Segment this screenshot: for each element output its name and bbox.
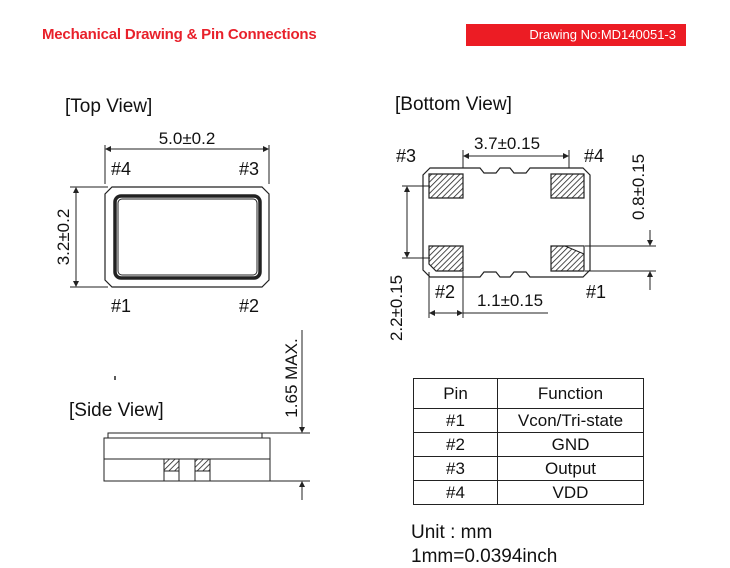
table-cell-pin: #2 — [414, 433, 498, 457]
bottom-view-label: [Bottom View] — [395, 94, 512, 115]
pad-width-dim: 1.1±0.15 — [476, 291, 544, 310]
bottom-pin2-label: #2 — [435, 282, 456, 302]
table-row — [414, 481, 644, 505]
page-title: Mechanical Drawing & Pin Connections — [42, 26, 317, 43]
top-view-label: [Top View] — [65, 96, 153, 117]
table-header-pin: Pin — [414, 379, 498, 409]
drawing-number-badge: Drawing No:MD140051-3 — [466, 24, 686, 46]
side-pad-left — [164, 459, 179, 471]
top-pin4-label: #4 — [111, 159, 132, 179]
side-pad-right — [195, 459, 210, 471]
top-height-dim: 3.2±0.2 — [54, 208, 73, 266]
table-cell-pin: #3 — [414, 457, 498, 481]
top-view — [54, 96, 269, 316]
table-cell-pin: #1 — [414, 409, 498, 433]
table-cell-function: VDD — [498, 481, 644, 505]
pad-2 — [429, 246, 463, 271]
conversion-note: 1mm=0.0394inch — [411, 546, 558, 567]
pad-4 — [551, 174, 584, 198]
pad-height-dim: 0.8±0.15 — [629, 153, 648, 221]
table-cell-pin: #4 — [414, 481, 498, 505]
table-row — [414, 409, 644, 433]
top-package-outline — [105, 187, 269, 287]
side-view — [69, 330, 310, 500]
top-pin2-label: #2 — [239, 296, 260, 316]
bottom-pin4-label: #4 — [584, 146, 605, 166]
side-view-label: [Side View] — [69, 400, 164, 421]
pin-function-table — [413, 378, 644, 505]
table-cell-function: Output — [498, 457, 644, 481]
table-row — [414, 433, 644, 457]
side-height-dim: 1.65 MAX. — [282, 338, 301, 418]
bottom-pin3-label: #3 — [396, 146, 417, 166]
table-cell-function: GND — [498, 433, 644, 457]
table-header-function: Function — [498, 379, 644, 409]
table-row — [414, 457, 644, 481]
top-width-dim: 5.0±0.2 — [158, 129, 216, 148]
bottom-view — [387, 94, 656, 341]
pad-3 — [429, 174, 463, 198]
table-cell-function: Vcon/Tri-state — [498, 409, 644, 433]
bottom-pin1-label: #1 — [586, 282, 607, 302]
unit-note: Unit : mm — [411, 522, 493, 543]
table-header-row — [414, 379, 644, 409]
bottom-pitch-v-dim: 2.2±0.15 — [387, 274, 406, 342]
side-lid — [108, 433, 262, 438]
top-pin1-label: #1 — [111, 296, 132, 316]
bottom-pitch-dim: 3.7±0.15 — [473, 134, 541, 153]
top-pin3-label: #3 — [239, 159, 260, 179]
